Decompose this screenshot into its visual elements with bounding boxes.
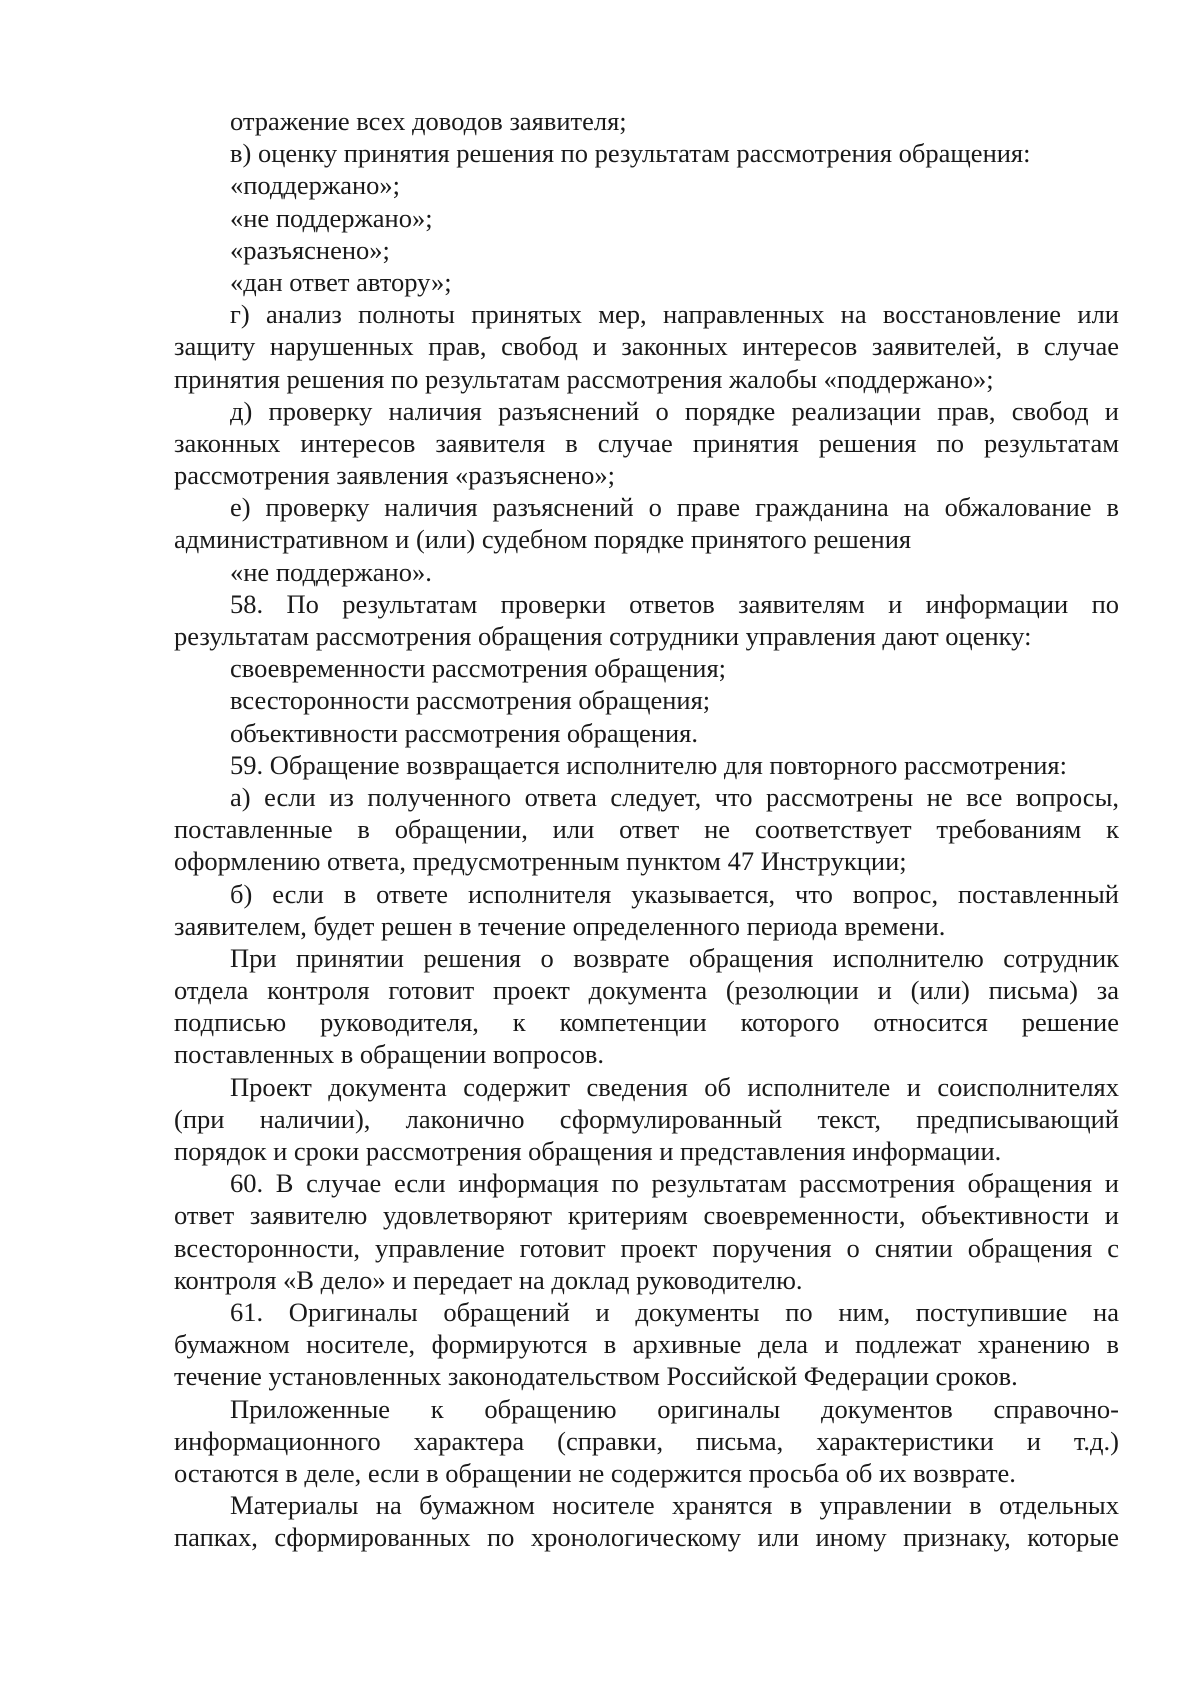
document-text-line: При принятии решения о возврате обращения исполнителю сотрудник — [230, 942, 1119, 973]
document-text-line: всесторонности рассмотрения обращения; — [230, 685, 711, 716]
document-text-line: б) если в ответе исполнителя указывается, что вопрос, поставленный — [230, 878, 1119, 909]
document-text-line: законных интересов заявителя в случае принятия решения по результатам — [174, 427, 1119, 458]
document-text-line: отражение всех доводов заявителя; — [230, 106, 627, 136]
document-text-line: в) оценку принятия решения по результатам рассмотрения обращения: — [230, 138, 1031, 169]
document-text-line: Проект документа содержит сведения об исполнителе и соисполнителях — [230, 1071, 1119, 1102]
document-text-line: «разъяснено»; — [230, 234, 390, 265]
document-text-line: контроля «В дело» и передает на доклад руководителю. — [174, 1264, 803, 1295]
document-text-line: Материалы на бумажном носителе хранятся в управлении в отдельных — [230, 1490, 1119, 1521]
document-text-line: своевременности рассмотрения обращения; — [230, 653, 727, 684]
document-text-line: «не поддержано»; — [230, 202, 433, 233]
document-text-line: д) проверку наличия разъяснений о порядке реализации прав, свобод и — [230, 395, 1119, 426]
document-text-line: Приложенные к обращению оригиналы документов справочно- — [230, 1393, 1119, 1424]
document-page — [174, 105, 1119, 1553]
document-text-line: течение установленных законодательством Российской Федерации сроков. — [174, 1361, 1018, 1392]
document-text-line: 61. Оригиналы обращений и документы по ним, поступившие на — [230, 1296, 1119, 1327]
document-text-line: папках, сформированных по хронологическому или иному признаку, которые — [174, 1522, 1119, 1553]
document-text-line: защиту нарушенных прав, свобод и законных интересов заявителей, в случае — [174, 331, 1119, 362]
document-text-line: заявителем, будет решен в течение определенного периода времени. — [174, 910, 946, 941]
document-text-line: информационного характера (справки, письма, характеристики и т.д.) — [174, 1425, 1119, 1456]
document-text-line: всесторонности, управление готовит проект поручения о снятии обращения с — [174, 1232, 1119, 1263]
document-text-line: отдела контроля готовит проект документа (резолюции и (или) письма) за — [174, 975, 1119, 1006]
document-text-line: порядок и сроки рассмотрения обращения и представления информации. — [174, 1136, 1002, 1166]
document-text-line: 58. По результатам проверки ответов заявителям и информации по — [230, 588, 1119, 619]
document-text-line: 60. В случае если информация по результатам рассмотрения обращения и — [230, 1168, 1119, 1199]
document-text-line: е) проверку наличия разъяснений о праве гражданина на обжалование в — [230, 492, 1119, 523]
document-text-line: оформлению ответа, предусмотренным пунктом 47 Инструкции; — [174, 846, 907, 877]
document-text-line: 59. Обращение возвращается исполнителю для повторного рассмотрения: — [230, 749, 1067, 780]
document-text-line: ответ заявителю удовлетворяют критериям своевременности, объективности и — [174, 1200, 1119, 1231]
document-text-line: «поддержано»; — [230, 170, 401, 201]
document-text-line: бумажном носителе, формируются в архивные дела и подлежат хранению в — [174, 1329, 1119, 1360]
document-text-line: г) анализ полноты принятых мер, направленных на восстановление или — [230, 299, 1119, 330]
document-text-line: (при наличии), лаконично сформулированный текст, предписывающий — [174, 1103, 1119, 1134]
document-text-line: поставленные в обращении, или ответ не соответствует требованиям к — [174, 814, 1119, 845]
document-text-line: «дан ответ автору»; — [230, 266, 452, 297]
document-text-line: рассмотрения заявления «разъяснено»; — [174, 460, 615, 491]
document-text-line: «не поддержано». — [230, 556, 432, 587]
document-text-line: подписью руководителя, к компетенции которого относится решение — [174, 1007, 1119, 1038]
document-text-line: результатам рассмотрения обращения сотрудники управления дают оценку: — [174, 621, 1032, 651]
document-text-line: принятия решения по результатам рассмотрения жалобы «поддержано»; — [174, 363, 994, 394]
document-text-line: поставленных в обращении вопросов. — [174, 1039, 605, 1070]
document-text-line: объективности рассмотрения обращения. — [230, 717, 698, 748]
document-text-line: остаются в деле, если в обращении не содержится просьба об их возврате. — [174, 1457, 1016, 1488]
document-text-line: административном и (или) судебном порядке принятого решения — [174, 524, 912, 555]
document-text-line: а) если из полученного ответа следует, что рассмотрены не все вопросы, — [230, 781, 1119, 812]
